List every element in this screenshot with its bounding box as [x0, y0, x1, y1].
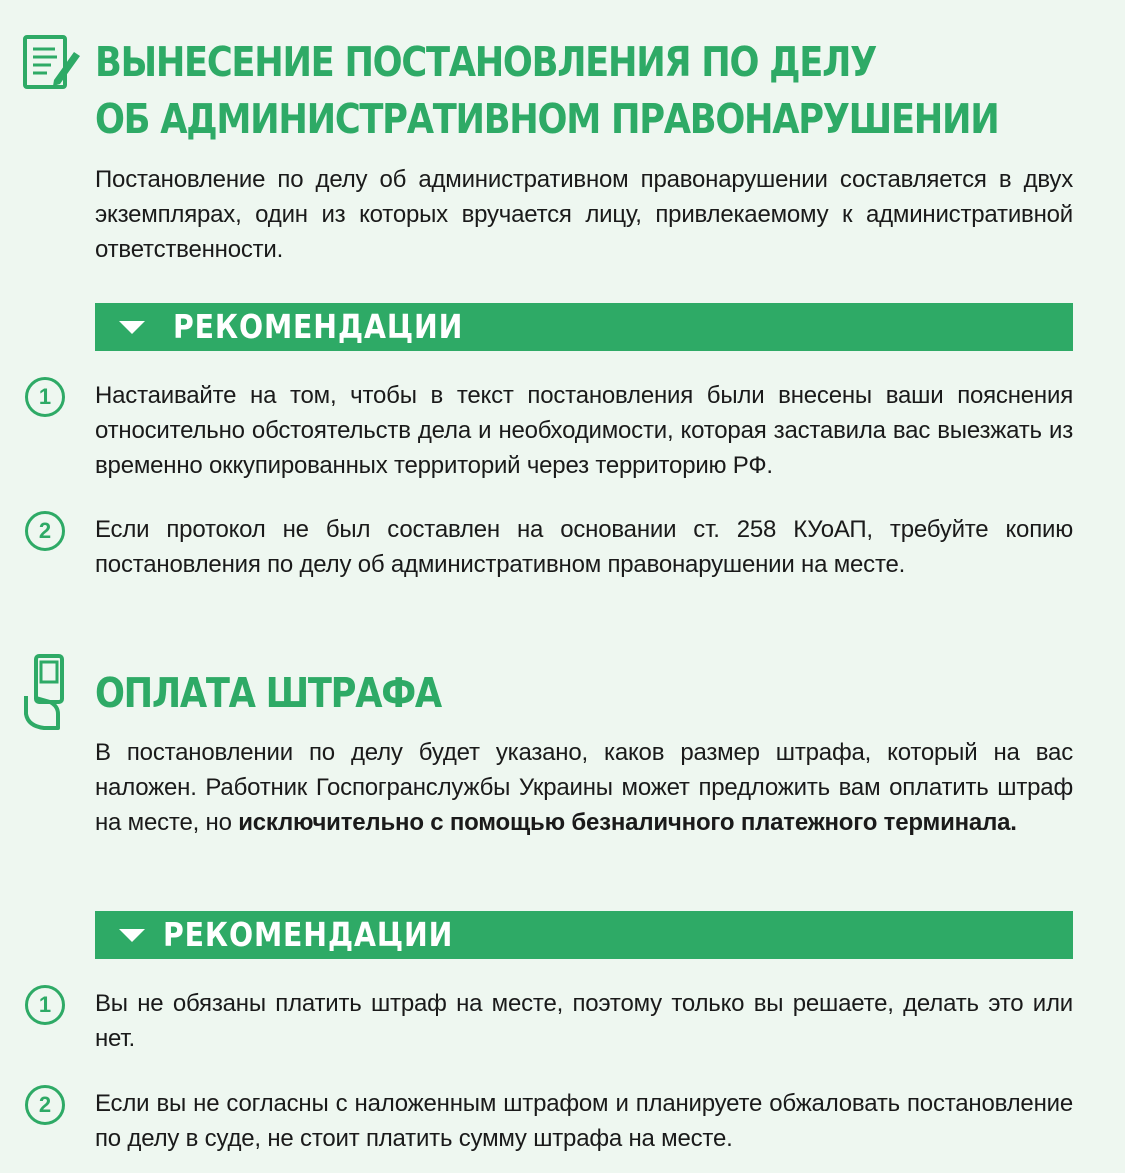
- document-pen-icon: [22, 34, 84, 97]
- recommendations-label: РЕКОМЕНДАЦИИ: [163, 915, 454, 954]
- recommendation-item: Если вы не согласны с наложенным штрафом и планируете обжаловать постановление по делу в суде, не стоит платить сумму штрафа на месте.: [95, 1090, 1073, 1152]
- number-badge: 1: [25, 985, 65, 1025]
- section-title: [95, 34, 998, 148]
- number-badge: 2: [25, 511, 65, 551]
- recommendations-banner: [95, 911, 1073, 959]
- section-title-line-2: ОБ АДМИНИСТРАТИВНОМ ПРАВОНАРУШЕНИИ: [95, 95, 999, 143]
- paragraph-bold: исключительно с помощью безналичного платежного терминала.: [238, 809, 1017, 836]
- number-badge: 1: [25, 377, 65, 417]
- recommendation-item: Вы не обязаны платить штраф на месте, поэтому только вы решаете, делать это или нет.: [95, 990, 1073, 1052]
- triangle-down-icon: [119, 321, 145, 334]
- recommendation-item: Если протокол не был составлен на основании ст. 258 КУоАП, требуйте копию постановления по делу об административном правонарушении на месте.: [95, 516, 1073, 578]
- triangle-down-icon: [119, 929, 145, 942]
- section-title: ОПЛАТА ШТРАФА: [95, 669, 441, 717]
- recommendations-banner: [95, 303, 1073, 351]
- number-badge: 2: [25, 1085, 65, 1125]
- section-paragraph: Постановление по делу об административном правонарушении составляется в двух экземплярах, один из которых вручается лицу, привлекаемому к административной ответственности.: [95, 166, 1073, 263]
- recommendations-label: РЕКОМЕНДАЦИИ: [173, 307, 464, 346]
- section-paragraph: [95, 735, 1073, 840]
- paragraph-regular: В постановлении по делу будет указано, каков размер штрафа, который на вас наложен. Работник Госпогранслужбы Украины может предложить вам оплатить штраф на месте, но: [95, 739, 1073, 836]
- payment-terminal-hand-icon: [22, 652, 72, 737]
- recommendation-item: Настаивайте на том, чтобы в текст постановления были внесены ваши пояснения относительно обстоятельств дела и необходимости, которая заставила вас выезжать из временно оккупированных территорий через территорию РФ.: [95, 382, 1073, 479]
- section-title-line-1: ВЫНЕСЕНИЕ ПОСТАНОВЛЕНИЯ ПО ДЕЛУ: [95, 38, 876, 86]
